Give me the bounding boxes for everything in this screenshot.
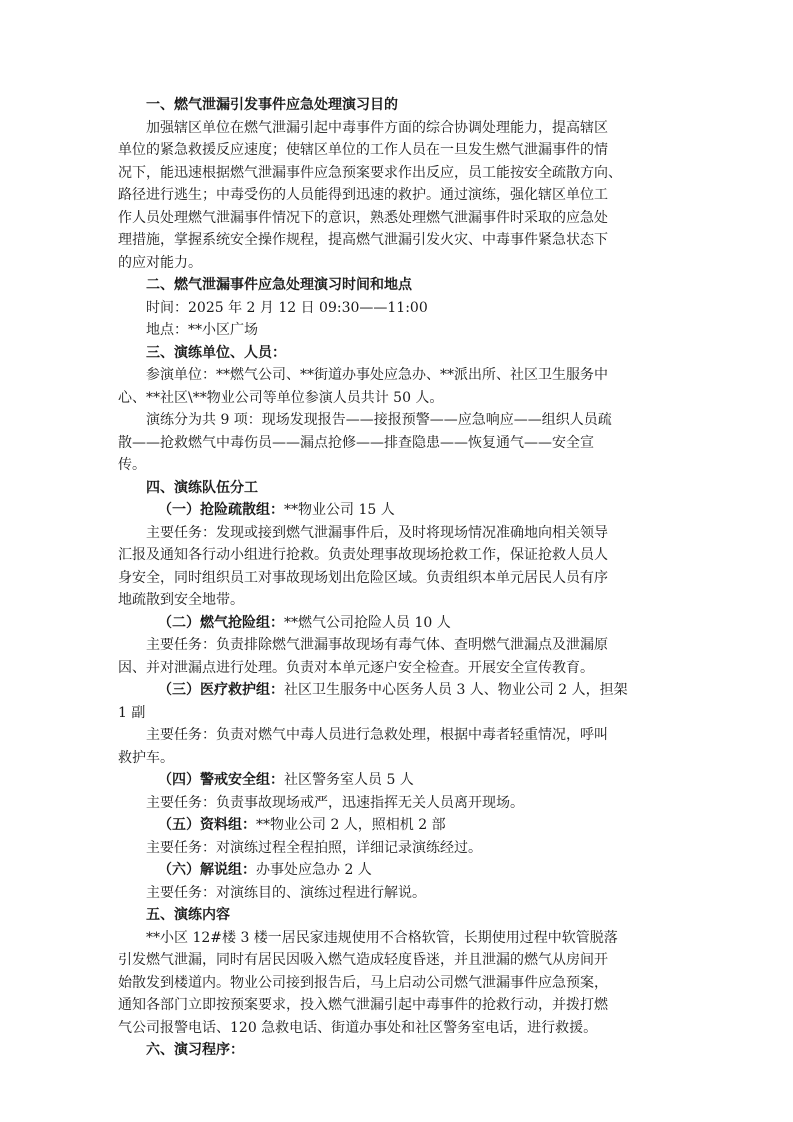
group-info: 社区警务室人员 5 人: [284, 772, 414, 788]
paragraph-line: 因、并对泄漏点进行处理。负责对本单元逐户安全检查。开展安全宣传教育。: [118, 659, 594, 676]
paragraph-line: 地疏散到安全地带。: [118, 592, 244, 608]
group-4-title: [118, 769, 676, 792]
group-6-title: [118, 859, 676, 882]
paragraph-line: 传。: [118, 457, 146, 473]
section-5-heading: 五、演练内容: [146, 907, 230, 923]
group-info: **物业公司 15 人: [284, 502, 395, 518]
paragraph-line: 主要任务：发现或接到燃气泄漏事件后，及时将现场情况准确地向相关领导: [146, 524, 608, 541]
group-1-title: [118, 499, 676, 522]
paragraph-line: 身安全，同时组织员工对事故现场划出危险区域。负责组织本单元居民人员有序: [118, 569, 608, 586]
paragraph-line: 主要任务：对演练过程全程拍照，详细记录演练经过。: [146, 839, 482, 856]
group-info: **物业公司 2 人，照相机 2 部: [256, 817, 446, 833]
section-1-heading: 一、燃气泄漏引发事件应急处理演习目的: [146, 97, 398, 113]
group-label: （五）资料组：: [158, 817, 256, 833]
paragraph-line: 始散发到楼道内。物业公司接到报告后，马上启动公司燃气泄漏事件应急预案，: [118, 974, 608, 991]
group-info-continued: 1 副: [118, 704, 146, 721]
group-label: （一）抢险疏散组：: [158, 502, 284, 518]
paragraph-line: 况下，能迅速根据燃气泄漏事件应急预案要求作出反应，员工能按安全疏散方向、: [118, 164, 622, 181]
paragraph-line: **小区 12#楼 3 楼一居民家违规使用不合格软管，长期使用过程中软管脱落: [146, 929, 618, 946]
document-body: [118, 94, 676, 1062]
paragraph-line: 主要任务：负责事故现场戒严，迅速指挥无关人员离开现场。: [146, 794, 524, 811]
drill-time: 时间：2025 年 2 月 12 日 09:30——11:00: [146, 299, 428, 316]
section-3-heading: 三、演练单位、人员：: [146, 344, 286, 361]
group-label: （二）燃气抢险组：: [158, 614, 284, 631]
section-2-heading: 二、燃气泄漏事件应急处理演习时间和地点: [146, 277, 412, 293]
paragraph-line: 路径进行逃生；中毒受伤的人员能得到迅速的救护。通过演练，强化辖区单位工: [118, 187, 608, 203]
paragraph-line: 通知各部门立即按预案要求，投入燃气泄漏引起中毒事件的抢救行动，并拨打燃: [118, 997, 608, 1013]
paragraph-line: 散——抢救燃气中毒伤员——漏点抢修——排查隐患——恢复通气——安全宣: [118, 434, 594, 451]
paragraph-line: 的应对能力。: [118, 254, 202, 271]
group-2-title: [118, 612, 676, 635]
group-label: （六）解说组：: [158, 862, 256, 878]
group-label: （三）医疗救护组：: [158, 682, 284, 698]
paragraph-line: 汇报及通知各行动小组进行抢救。负责处理事故现场抢救工作，保证抢救人员人: [118, 547, 608, 563]
group-label: （四）警戒安全组：: [158, 772, 284, 788]
group-info: 办事处应急办 2 人: [256, 862, 372, 878]
group-5-title: [118, 814, 676, 837]
section-4-heading: 四、演练队伍分工: [146, 479, 258, 496]
paragraph-line: 心、**社区\**物业公司等单位参演人员共计 50 人。: [118, 389, 444, 406]
paragraph-line: 救护车。: [118, 749, 174, 766]
paragraph-line: 理措施，掌握系统安全操作规程，提高燃气泄漏引发火灾、中毒事件紧急状态下: [118, 232, 608, 248]
group-3-title: [118, 679, 676, 702]
section-6-heading: 六、演习程序：: [146, 1042, 244, 1058]
group-info: 社区卫生服务中心医务人员 3 人、物业公司 2 人，担架: [284, 682, 628, 698]
paragraph-line: 主要任务：负责排除燃气泄漏事故现场有毒气体、查明燃气泄漏点及泄漏原: [146, 637, 608, 653]
drill-place: 地点：**小区广场: [146, 322, 258, 338]
paragraph-line: 作人员处理燃气泄漏事件情况下的意识，熟悉处理燃气泄漏事件时采取的应急处: [118, 209, 608, 226]
paragraph-line: 气公司报警电话、120 急救电话、街道办事处和社区警务室电话，进行救援。: [118, 1019, 598, 1036]
paragraph-line: 单位的紧急救援反应速度；使辖区单位的工作人员在一旦发生燃气泄漏事件的情: [118, 142, 608, 158]
group-info: **燃气公司抢险人员 10 人: [284, 614, 451, 631]
paragraph-line: 引发燃气泄漏，同时有居民因吸入燃气造成轻度昏迷，并且泄漏的燃气从房间开: [118, 952, 608, 968]
paragraph-line: 参演单位：**燃气公司、**街道办事处应急办、**派出所、社区卫生服务中: [146, 367, 608, 383]
paragraph-line: 主要任务：负责对燃气中毒人员进行急救处理，根据中毒者轻重情况，呼叫: [146, 727, 608, 743]
paragraph-line: 主要任务：对演练目的、演练过程进行解说。: [146, 884, 426, 901]
paragraph-line: 演练分为共 9 项：现场发现报告——接报预警——应急响应——组织人员疏: [146, 412, 612, 428]
paragraph-line: 加强辖区单位在燃气泄漏引起中毒事件方面的综合协调处理能力，提高辖区: [146, 119, 608, 136]
